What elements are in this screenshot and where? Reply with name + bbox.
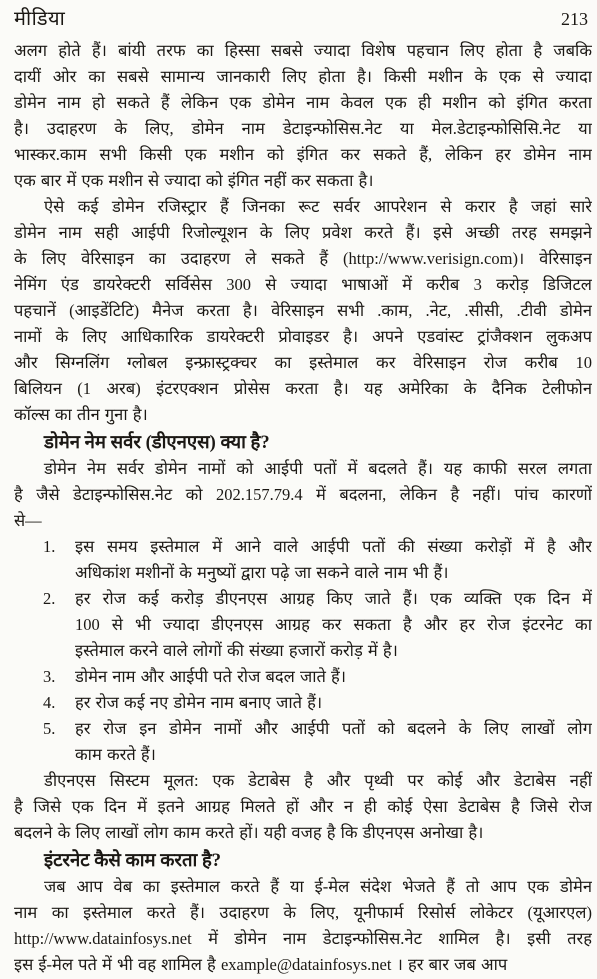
text-line: भास्कर.काम सभी किसी एक मशीन को इंगित कर सकते हैं, लेकिन हर डोमेन नाम: [14, 145, 592, 164]
paragraph: [14, 456, 592, 534]
text-line: डोमेन नाम हो सकते हैं लेकिन एक डोमेन नाम केवल एक ही मशीन को इंगित करता: [14, 93, 592, 112]
text-line: कॉल्स का तीन गुना है।: [14, 405, 148, 424]
text-line: काम करते हैं।: [75, 745, 156, 764]
text-line: से—: [14, 511, 42, 530]
section-heading: डोमेन नेम सर्वर (डीएनएस) क्या है?: [44, 433, 270, 453]
text-line: इस समय इस्तेमाल में आने वाले आईपी पतों की संख्या करोड़ों में है और: [75, 537, 592, 556]
list-number: 3.: [43, 667, 56, 686]
text-line: डोमेन नाम और आईपी पते रोज बदल जाते हैं।: [75, 667, 347, 686]
text-line: डीएनएस सिस्टम मूलत: एक डेटाबेस है और पृथ्वी पर कोई और डेटाबेस नहीं: [44, 771, 592, 790]
text-line: एक बार में एक मशीन से ज्यादा को इंगित नहीं कर सकता है।: [14, 171, 374, 190]
paragraph: [14, 874, 592, 978]
text-line: नेमिंग एंड डायरेक्टरी सर्विसेस 300 से ज्यादा भाषाओं में करीब 3 करोड़ डिजिटल: [14, 275, 592, 294]
text-line: डोमेन नेम सर्वर डोमेन नामों को आईपी पतों में बदलते हैं। यह काफी सरल लगता: [44, 459, 592, 478]
text-line: हर रोज कई नए डोमेन नाम बनाए जाते हैं।: [75, 693, 323, 712]
text-line: इस ई-मेल पते में भी वह शामिल है example@datainfosys.net । हर बार जब आप: [14, 955, 508, 974]
text-line: नाम का इस्तेमाल करते हैं। उदाहरण के लिए, यूनीफार्म रिसोर्स लोकेटर (यूआरएल): [14, 903, 592, 922]
list-number: 5.: [43, 719, 56, 738]
list-number: 4.: [43, 693, 56, 712]
paragraph: [14, 38, 592, 194]
text-line: के लिए वेरिसाइन का उदाहरण ले सकते हैं (http://www.verisign.com)। वेरिसाइन: [14, 249, 592, 268]
text-line: बिलियन (1 अरब) इंटरएक्शन प्रोसेस करता है। यह अमेरिका के दैनिक टेलीफोन: [14, 379, 592, 398]
section-heading: इंटरनेट कैसे काम करता है?: [44, 851, 222, 871]
text-line: जब आप वेब का इस्तेमाल करते हैं या ई-मेल संदेश भेजते हैं तो आप एक डोमेन: [44, 877, 592, 896]
paragraph: [14, 768, 592, 846]
page-body: [14, 38, 592, 978]
paragraph: [14, 194, 592, 428]
text-line: है जिसे एक दिन में इतने आग्रह मिलते हों और न ही कोई ऐसा डेटाबेस है जिसे रोज: [14, 797, 592, 816]
list-item: [14, 664, 592, 690]
text-line: डोमेन नाम सही आईपी रिजोल्यूशन के लिए प्रवेश करते हैं। इसे अच्छी तरह समझने: [14, 223, 592, 242]
text-line: दायीं ओर का सबसे सामान्य जानकारी लिए होता है। किसी मशीन के एक से ज्यादा: [14, 67, 592, 86]
text-line: अलग होते हैं। बांयी तरफ का हिस्सा सबसे ज्यादा विशेष पहचान लिए होता है जबकि: [14, 41, 592, 60]
text-line: ऐसे कई डोमेन रजिस्ट्रार हैं जिनका रूट सर्वर आपरेशन से करार है जहां सारे: [44, 197, 592, 216]
text-line: पहचानें (आइडेंटिटि) मैनेज करता है। वेरिसाइन सभी .काम, .नेट, .सीसी, .टीवी डोमेन: [14, 301, 592, 320]
text-line: बदलने के लिए लाखों लोग काम करते हों। यही वजह है कि डीएनएस अनोखा है।: [14, 823, 484, 842]
text-line: हर रोज इन डोमेन नामों और आईपी पतों को बदलने के लिए लाखों लोग: [75, 719, 592, 738]
text-line: नामों के लिए आधिकारिक डायरेक्टरी प्रोवाइडर है। अपने एडवांस्ट ट्रांजैक्शन लुकअप: [14, 327, 592, 346]
text-line: हर रोज कई करोड़ डीएनएस आग्रह किए जाते हैं। एक व्यक्ति एक दिन में: [75, 589, 592, 608]
page-header: [14, 6, 592, 32]
text-line: है जैसे डेटाइन्फोसिस.नेट को 202.157.79.4 में बदलना, लेकिन है नहीं। पांच कारणों: [14, 485, 592, 504]
text-line: 100 से भी ज्यादा डीएनएस आग्रह कर सकता है और हर रोज इंटरनेट का: [75, 615, 592, 634]
text-line: इस्तेमाल करने वाले लोगों की संख्या हजारों करोड़ में है।: [75, 641, 398, 660]
list-item: [14, 534, 592, 586]
list-item: [14, 716, 592, 768]
text-line: http://www.datainfosys.net में डोमेन नाम डेटाइन्फोसिस.नेट शामिल है। इसी तरह: [14, 929, 592, 948]
text-line: और सिग्नलिंग ग्लोबल इन्फ्रास्ट्रक्चर का इस्तेमाल कर वेरिसाइन रोज करीब 10: [14, 353, 592, 372]
page-number: 213: [561, 9, 588, 29]
list-number: 1.: [43, 537, 56, 556]
list-item: [14, 690, 592, 716]
list-number: 2.: [43, 589, 56, 608]
text-line: है। उदाहरण के लिए, डोमेन नाम डेटाइन्फोसिस.नेट या मेल.डेटाइन्फोसिसि.नेट या: [14, 119, 592, 138]
running-header-title: मीडिया: [14, 8, 66, 30]
list-item: [14, 586, 592, 664]
text-line: अधिकांश मशीनों के मनुष्यों द्वारा पढ़े जा सकने वाले नाम भी हैं।: [75, 563, 449, 582]
